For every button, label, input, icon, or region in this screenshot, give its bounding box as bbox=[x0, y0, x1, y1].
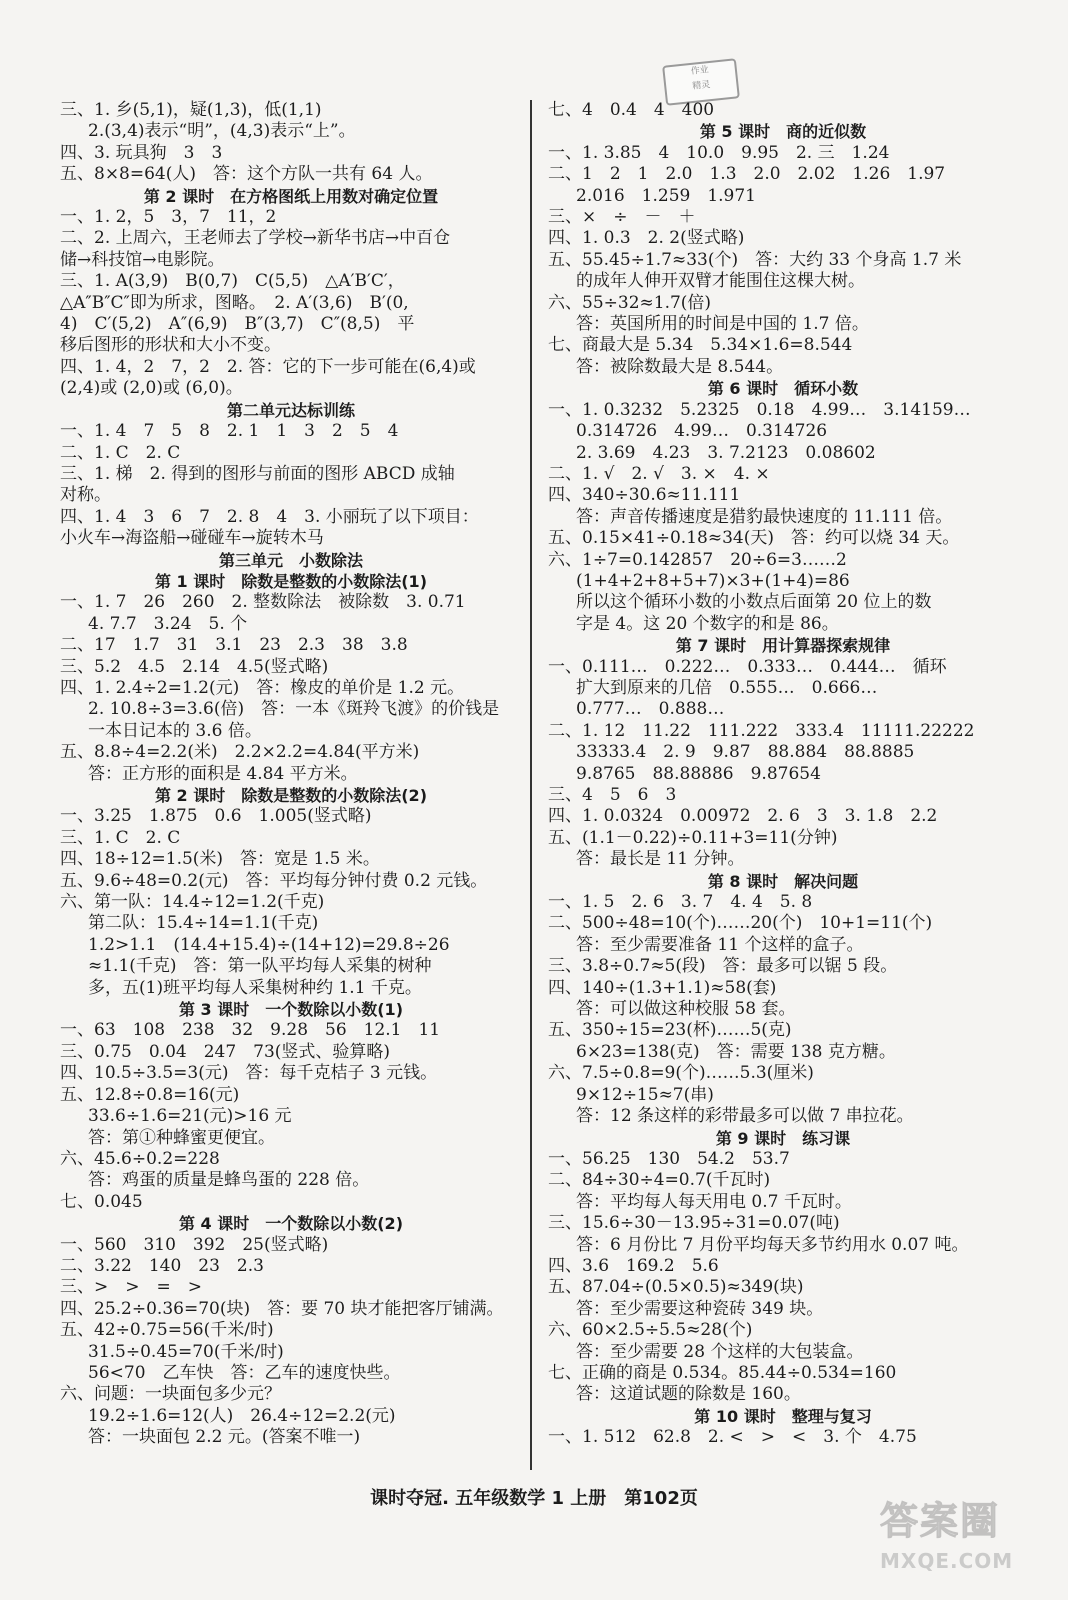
answer-line: 六、1÷7=0.142857 20÷6=3……2 bbox=[548, 549, 847, 570]
answer-line: 六、第一队：14.4÷12=1.2(千克) bbox=[60, 892, 325, 913]
answer-line: 四、10.5÷3.5=3(元) 答：每千克桔子 3 元钱。 bbox=[60, 1063, 438, 1084]
answer-line: 答：正方形的面积是 4.84 平方米。 bbox=[88, 763, 358, 784]
answer-line: 一、63 108 238 32 9.28 56 12.1 11 bbox=[60, 1020, 441, 1041]
right-column bbox=[548, 100, 1018, 1449]
answer-line: 四、25.2÷0.36=70(块) 答：要 70 块才能把客厅铺满。 bbox=[60, 1298, 504, 1319]
section-heading: 第 2 课时 在方格图纸上用数对确定位置 bbox=[143, 186, 439, 206]
answer-line: 扩大到原来的几倍 0.555… 0.666… bbox=[576, 677, 878, 698]
answer-line: 答：可以做这种校服 58 套。 bbox=[576, 999, 796, 1020]
answer-line: 五、55.45÷1.7≈33(个) 答：大约 33 个身高 1.7 米 bbox=[548, 249, 962, 270]
answer-line: 19.2÷1.6=12(人) 26.4÷12=2.2(元) bbox=[88, 1405, 396, 1426]
answer-line: 答：6 月份比 7 月份平均每天多节约用水 0.07 吨。 bbox=[576, 1234, 969, 1255]
answer-line: 一、0.111… 0.222… 0.333… 0.444… 循环 bbox=[548, 656, 947, 677]
answer-line: 答：平均每人每天用电 0.7 千瓦时。 bbox=[576, 1191, 852, 1212]
answer-line: 一、1. 0.3232 5.2325 0.18 4.99… 3.14159… bbox=[548, 399, 971, 420]
answer-line: 三、1. 乡(5,1)，疑(1,3)，低(1,1) bbox=[60, 100, 322, 120]
answer-line: 六、7.5÷0.8=9(个)……5.3(厘米) bbox=[548, 1063, 814, 1084]
answer-line: 答：第①种蜂蜜更便宜。 bbox=[88, 1127, 275, 1148]
corner-stamp-logo bbox=[662, 58, 740, 106]
answer-line: 一、1. 5 2. 6 3. 7 4. 4 5. 8 bbox=[548, 892, 813, 913]
answer-line: 答：英国所用的时间是中国的 1.7 倍。 bbox=[576, 314, 869, 335]
answer-line: 一、56.25 130 54.2 53.7 bbox=[548, 1148, 790, 1169]
answer-line: 的成年人伸开双臂才能围住这棵大树。 bbox=[576, 271, 865, 292]
answer-line: 五、8.8÷4=2.2(米) 2.2×2.2=4.84(平方米) bbox=[60, 742, 420, 763]
answer-line: ≈1.1(千克) 答：第一队平均每人采集的树种 bbox=[88, 956, 432, 977]
answer-line: 答：至少需要准备 11 个这样的盒子。 bbox=[576, 934, 864, 955]
answer-line: 四、3.6 169.2 5.6 bbox=[548, 1255, 719, 1276]
answer-line: 答：被除数最大是 8.544。 bbox=[576, 356, 784, 377]
answer-line: 二、84÷30÷4=0.7(千瓦时) bbox=[548, 1170, 771, 1191]
answer-line: 9×12÷15≈7(串) bbox=[576, 1084, 714, 1105]
answer-line: 答：至少需要这种瓷砖 349 块。 bbox=[576, 1298, 824, 1319]
section-heading: 第二单元达标训练 bbox=[226, 400, 355, 420]
answer-line: 31.5÷0.45=70(千米/时) bbox=[88, 1341, 284, 1362]
answer-line: 6×23=138(克) 答：需要 138 克方糖。 bbox=[576, 1041, 896, 1062]
answer-line: 六、55÷32≈1.7(倍) bbox=[548, 292, 712, 313]
answer-line: 五、0.15×41÷0.18≈34(天) 答：约可以烧 34 天。 bbox=[548, 528, 960, 549]
answer-line: 2. 3.69 4.23 3. 7.2123 0.08602 bbox=[576, 442, 876, 463]
answer-line: 四、1. 4 3 6 7 2. 8 4 3. 小丽玩了以下项目： bbox=[60, 506, 479, 527]
answer-line: 二、3.22 140 23 2.3 bbox=[60, 1255, 264, 1276]
answer-line: 小火车→海盗船→碰碰车→旋转木马 bbox=[60, 528, 324, 549]
answer-line: 五、12.8÷0.8=16(元) bbox=[60, 1084, 240, 1105]
answer-line: 1.2>1.1 (14.4+15.4)÷(14+12)=29.8÷26 bbox=[88, 934, 450, 955]
answer-line: 六、问题：一块面包多少元？ bbox=[60, 1384, 281, 1405]
answer-line: 三、> > = > bbox=[60, 1277, 202, 1298]
answer-line: 二、1. 12 11.22 111.222 333.4 11111.22222 bbox=[548, 720, 975, 741]
answer-line: 二、17 1.7 31 3.1 23 2.3 38 3.8 bbox=[60, 635, 408, 656]
section-heading: 第 6 课时 循环小数 bbox=[707, 379, 859, 399]
answer-line: 四、140÷(1.3+1.1)≈58(套) bbox=[548, 977, 777, 998]
left-column bbox=[60, 100, 522, 1449]
watermark-logo bbox=[880, 1490, 1050, 1590]
answer-line: 七、商最大是 5.34 5.34×1.6=8.544 bbox=[548, 335, 853, 356]
section-heading: 第 4 课时 一个数除以小数(2) bbox=[178, 1214, 404, 1234]
answer-line: 七、0.045 bbox=[60, 1191, 143, 1212]
answer-line: 五、350÷15=23(杯)……5(克) bbox=[548, 1020, 792, 1041]
answer-line: 三、× ÷ － ＋ bbox=[548, 207, 696, 228]
answer-line: 四、18÷12=1.5(米) 答：宽是 1.5 米。 bbox=[60, 849, 380, 870]
answer-line: 二、500÷48=10(个)……20(个) 10+1=11(个) bbox=[548, 913, 933, 934]
section-heading: 第 2 课时 除数是整数的小数除法(2) bbox=[154, 786, 428, 805]
answer-line: 四、1. 0.0324 0.00972 2. 6 3 3. 1.8 2.2 bbox=[548, 806, 938, 827]
answer-line: 答：鸡蛋的质量是蜂鸟蛋的 228 倍。 bbox=[88, 1170, 370, 1191]
answer-line: 六、45.6÷0.2=228 bbox=[60, 1148, 220, 1169]
answer-line: 一、1. 7 26 260 2. 整数除法 被除数 3. 0.71 bbox=[60, 592, 466, 613]
answer-line: △A″B″C″即为所求，图略。 2. A′(3,6) B′(0, bbox=[60, 292, 409, 313]
answer-line: 一、3.25 1.875 0.6 1.005(竖式略) bbox=[60, 806, 372, 827]
answer-line: 六、60×2.5÷5.5≈28(个) bbox=[548, 1320, 753, 1341]
answer-line: 答：至少需要 28 个这样的大包装盒。 bbox=[576, 1341, 864, 1362]
answer-line: 五、42÷0.75=56(千米/时) bbox=[60, 1320, 274, 1341]
answer-line: 三、1. C 2. C bbox=[60, 827, 181, 848]
answer-line: 答：一块面包 2.2 元。(答案不唯一) bbox=[88, 1427, 361, 1448]
answer-line: 多，五(1)班平均每人采集树种约 1.1 千克。 bbox=[88, 977, 422, 998]
answer-line: 三、1. A(3,9) B(0,7) C(5,5) △A′B′C′， bbox=[60, 271, 405, 292]
answer-line: (2,4)或 (2,0)或 (6,0)。 bbox=[60, 378, 243, 399]
answer-line: 三、5.2 4.5 2.14 4.5(竖式略) bbox=[60, 656, 329, 677]
answer-line: 二、1. √ 2. √ 3. × 4. × bbox=[548, 463, 770, 484]
answer-line: 二、1 2 1 2.0 1.3 2.0 2.02 1.26 1.97 bbox=[548, 164, 946, 185]
answer-line: 2. 10.8÷3=3.6(倍) 答：一本《斑羚飞渡》的价钱是 bbox=[88, 699, 500, 720]
answer-line: 2.(3,4)表示“明”，(4,3)表示“上”。 bbox=[88, 121, 356, 142]
section-heading: 第 9 课时 练习课 bbox=[715, 1128, 851, 1148]
answer-line: 答：这道试题的除数是 160。 bbox=[576, 1384, 801, 1405]
answer-line: 字是 4。这 20 个数字的和是 86。 bbox=[576, 613, 839, 634]
answer-line: 七、4 0.4 4 400 bbox=[548, 100, 715, 120]
answer-line: 一、560 310 392 25(竖式略) bbox=[60, 1234, 329, 1255]
answer-line: 答：声音传播速度是猎豹最快速度的 11.111 倍。 bbox=[576, 506, 953, 527]
section-heading: 第 8 课时 解决问题 bbox=[707, 871, 859, 891]
answer-line: 二、1. C 2. C bbox=[60, 442, 181, 463]
answer-line: 二、2. 上周六，王老师去了学校→新华书店→中百仓 bbox=[60, 228, 451, 249]
answer-line: 2.016 1.259 1.971 bbox=[576, 185, 757, 206]
answer-line: 56<70 乙车快 答：乙车的速度快些。 bbox=[88, 1362, 401, 1383]
page-footer: 课时夺冠. 五年级数学 1 上册 第102页 bbox=[370, 1488, 698, 1509]
answer-line: 三、0.75 0.04 247 73(竖式、验算略) bbox=[60, 1041, 391, 1062]
watermark-logo-text: 答案圈 bbox=[880, 1499, 1001, 1543]
answer-line: 五、8×8=64(人) 答：这个方队一共有 64 人。 bbox=[60, 164, 433, 185]
answer-line: 4. 7.7 3.24 5. 个 bbox=[88, 613, 248, 634]
answer-line: 一本日记本的 3.6 倍。 bbox=[88, 720, 262, 741]
answer-line: 四、1. 2.4÷2=1.2(元) 答：橡皮的单价是 1.2 元。 bbox=[60, 677, 465, 698]
answer-line: 三、3.8÷0.7≈5(段) 答：最多可以锯 5 段。 bbox=[548, 956, 898, 977]
answer-line: 四、1. 0.3 2. 2(竖式略) bbox=[548, 228, 745, 249]
answer-line: 33333.4 2. 9 9.87 88.884 88.8885 bbox=[576, 742, 915, 763]
section-heading: 第 3 课时 一个数除以小数(1) bbox=[178, 1000, 404, 1020]
section-heading: 第三单元 小数除法 bbox=[218, 550, 363, 570]
answer-line: 第二队：15.4÷14=1.1(千克) bbox=[88, 913, 319, 934]
stamp-line-2: 精灵 bbox=[691, 80, 711, 92]
answer-line: 一、1. 2，5 3，7 11，2 bbox=[60, 207, 277, 228]
section-heading: 第 1 课时 除数是整数的小数除法(1) bbox=[154, 571, 428, 591]
answer-line: 对称。 bbox=[60, 485, 111, 506]
section-heading: 第 5 课时 商的近似数 bbox=[699, 122, 867, 142]
answer-line: 储→科技馆→电影院。 bbox=[60, 249, 225, 270]
answer-line: 4) C′(5,2) A″(6,9) B″(3,7) C″(8,5) 平 bbox=[60, 314, 415, 335]
answer-line: 四、1. 4，2 7，2 2. 答：它的下一步可能在(6,4)或 bbox=[60, 356, 476, 377]
answer-line: 0.777… 0.888… bbox=[576, 699, 725, 720]
watermark-url: MXQE.COM bbox=[880, 1549, 1014, 1573]
answer-line: 答：12 条这样的彩带最多可以做 7 串拉花。 bbox=[576, 1106, 914, 1127]
answer-line: 0.314726 4.99… 0.314726 bbox=[576, 421, 828, 442]
answer-line: 五、9.6÷48=0.2(元) 答：平均每分钟付费 0.2 元钱。 bbox=[60, 870, 488, 891]
stamp-line-1: 作业 bbox=[690, 65, 710, 77]
answer-line: 移后图形的形状和大小不变。 bbox=[60, 335, 281, 356]
answer-line: 33.6÷1.6=21(元)>16 元 bbox=[88, 1106, 292, 1127]
answer-line: 七、正确的商是 0.534。85.44÷0.534=160 bbox=[548, 1362, 897, 1383]
column-divider bbox=[530, 100, 532, 1470]
answer-line: 四、3. 玩具狗 3 3 bbox=[60, 142, 223, 163]
answer-line: 一、1. 512 62.8 2. < > < 3. 个 4.75 bbox=[548, 1427, 917, 1448]
answer-line: 答：最长是 11 分钟。 bbox=[576, 849, 745, 870]
answer-line: 9.8765 88.88886 9.87654 bbox=[576, 763, 821, 784]
answer-line: 一、1. 4 7 5 8 2. 1 1 3 2 5 4 bbox=[60, 421, 399, 442]
section-heading: 第 10 课时 整理与复习 bbox=[694, 1406, 872, 1426]
answer-line: 三、4 5 6 3 bbox=[548, 785, 677, 805]
answer-line: 所以这个循环小数的小数点后面第 20 位上的数 bbox=[576, 592, 932, 613]
answer-line: 五、(1.1－0.22)÷0.11+3=11(分钟) bbox=[548, 827, 838, 848]
answer-line: 一、1. 3.85 4 10.0 9.95 2. 三 1.24 bbox=[548, 142, 890, 163]
answer-line: 三、15.6÷30－13.95÷31=0.07(吨) bbox=[548, 1213, 840, 1234]
answer-line: 五、87.04÷(0.5×0.5)≈349(块) bbox=[548, 1277, 804, 1298]
section-heading: 第 7 课时 用计算器探索规律 bbox=[675, 636, 891, 656]
answer-line: (1+4+2+8+5+7)×3+(1+4)=86 bbox=[576, 570, 850, 591]
answer-line: 三、1. 梯 2. 得到的图形与前面的图形 ABCD 成轴 bbox=[60, 463, 455, 484]
answer-line: 四、340÷30.6≈11.111 bbox=[548, 485, 741, 506]
